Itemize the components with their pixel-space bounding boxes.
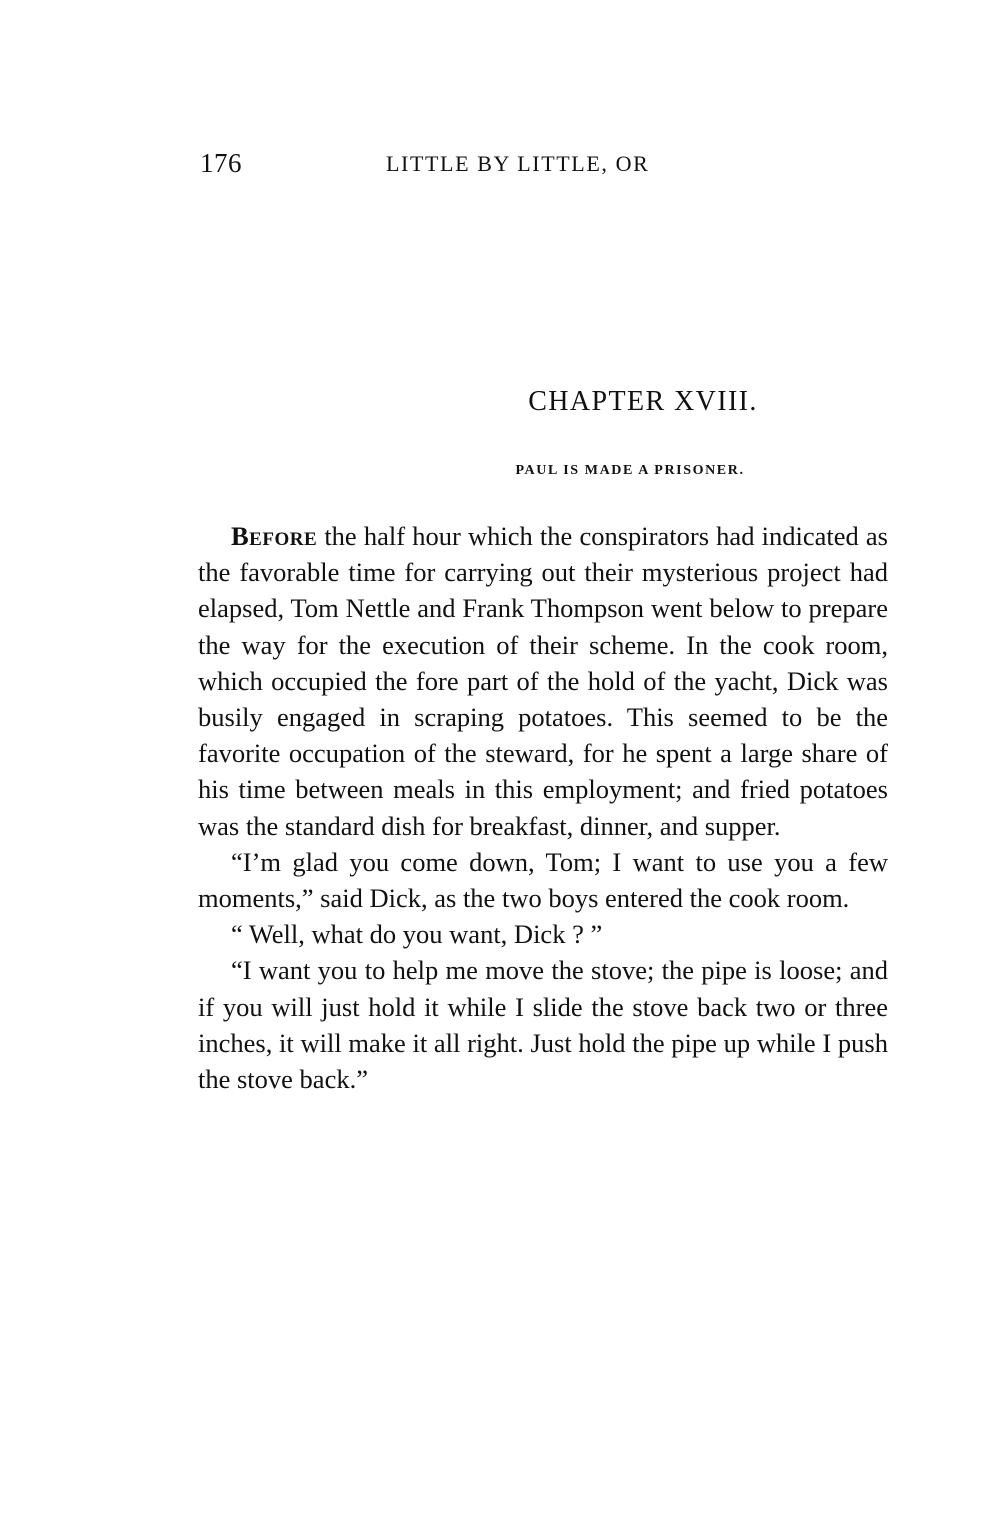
running-title: LITTLE BY LITTLE, OR	[386, 151, 650, 176]
paragraph-3: “ Well, what do you want, Dick ? ”	[231, 919, 603, 950]
chapter-body	[198, 518, 888, 1097]
paragraph-4: “I want you to help me move the stove; the pipe is loose; and if you will just hold it while I slide the stove back two or three inches, it will make it all right. Just hold the pipe up while I push the stove back.”	[198, 955, 888, 1095]
paragraph-2: “I’m glad you come down, Tom; I want to use you a few moments,” said Dick, as the two boys entered the cook room.	[198, 846, 888, 914]
chapter-subtitle: PAUL IS MADE A PRISONER.	[515, 463, 745, 478]
running-head	[200, 148, 890, 188]
page-number: 176	[200, 148, 242, 178]
paragraph-1-text: the half hour which the conspirators had indicated as the favorable time for carrying out their mysterious project had elapsed, Tom Nettle and Frank Thompson went below to prepare the way for the execution of their scheme. In the cook room, which occupied the fore part of the hold of the yacht, Dick was busily engaged in scraping potatoes. This seemed to be the favorite occupation of the steward, for he spent a large share of his time between meals in this employment; and fried potatoes was the standard dish for breakfast, dinner, and supper.	[198, 521, 888, 841]
paragraph-1	[198, 518, 888, 844]
chapter-heading: CHAPTER XVIII.	[528, 386, 758, 417]
lead-word: Before	[231, 521, 318, 551]
